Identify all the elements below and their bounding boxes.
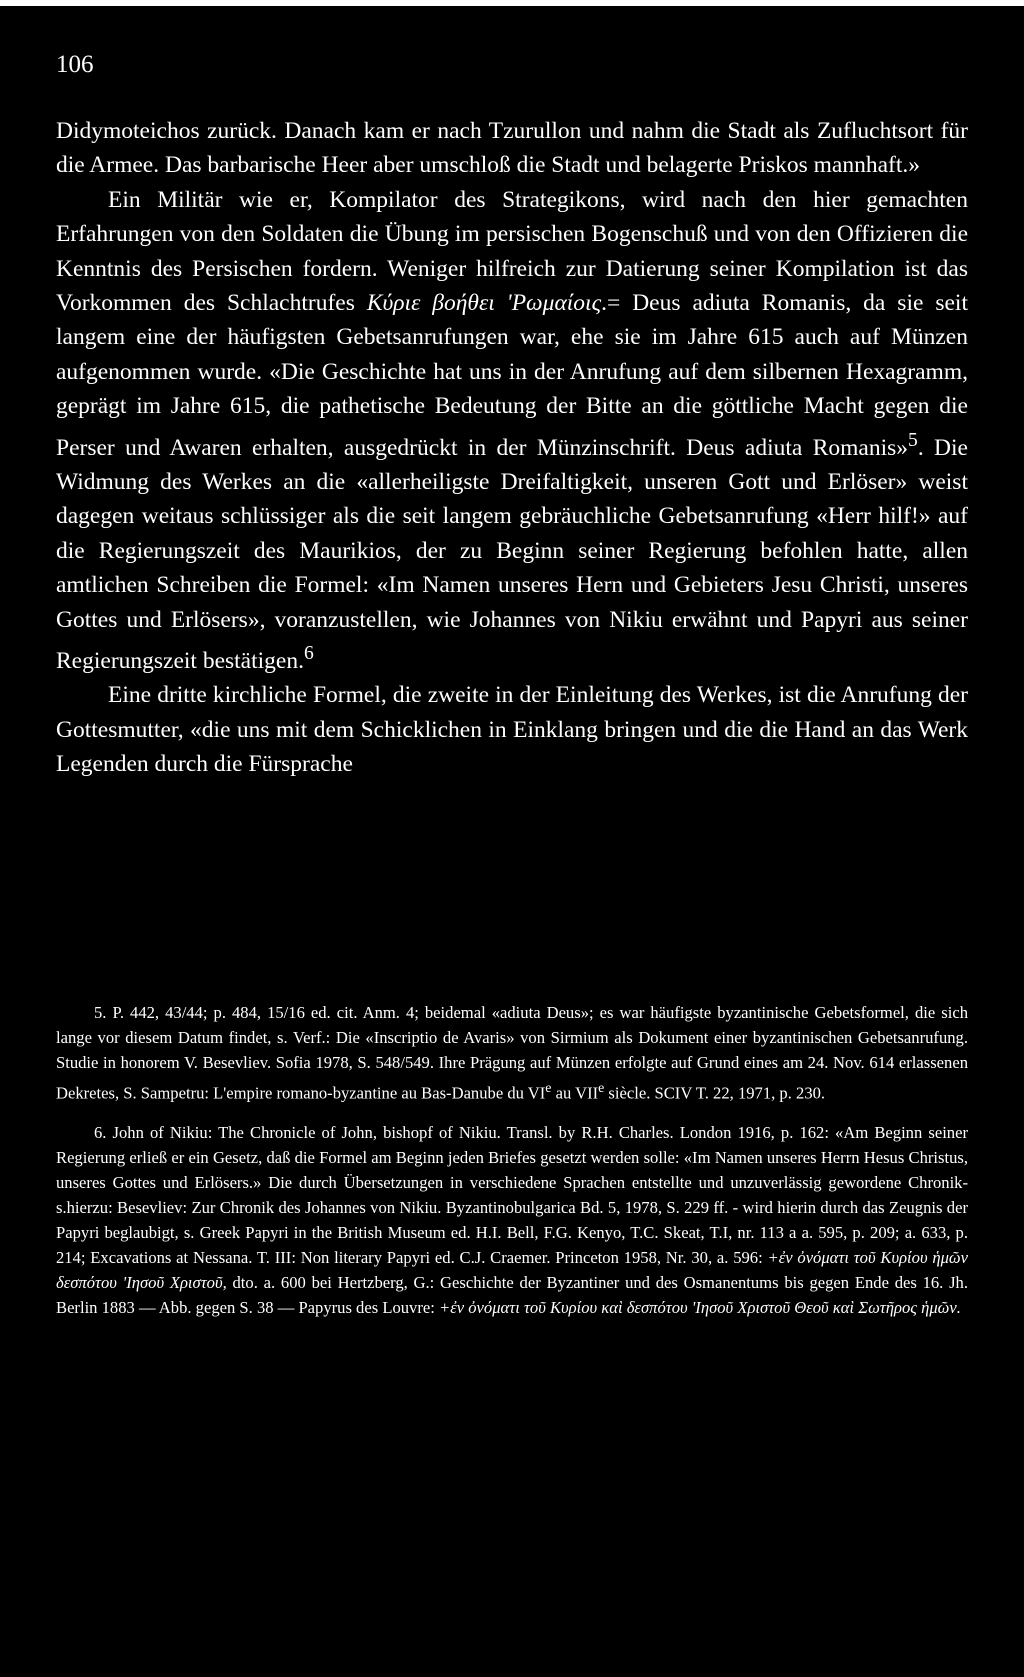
footnote-5-mid: au VII — [551, 1083, 599, 1103]
paragraph-1: Didymoteichos zurück. Danach kam er nach Tzurullon und nahm die Stadt als Zufluchtsort für die Armee. Das barbarische Heer aber umschloß die Stadt und belagerte Priskos mannhaft.» — [56, 118, 968, 179]
top-rule — [0, 0, 1024, 6]
footnote-ref-6: 6 — [303, 642, 314, 664]
paragraph-2 — [56, 183, 968, 678]
page-number: 106 — [56, 51, 94, 78]
footnote-5-end: siècle. SCIV T. 22, 1971, p. 230. — [604, 1083, 826, 1103]
footnote-5-text: 5. P. 442, 43/44; p. 484, 15/16 ed. cit. Anm. 4; beidemal «adiuta Deus»; es war häufigste byzantinische Gebetsformel, die sich lange vor diesem Datum findet, s. Verf.: Die «Inscriptio de Avaris» von Sirmium als Dokument einer byzantinischen Gebetsanrufung. Studie in honorem V. Besevliev. Sofia 1978, S. 548/549. Ihre Prägung auf Münzen erfolgte auf Grund eines am 24. Nov. 614 erlassenen Dekretes, S. Sampetru: L'empire romano-byzantine au Bas-Danube du VI — [56, 1003, 968, 1103]
footnote-6-greek-2: +ἐν ὀνόματι τοῦ Κυρίου καὶ δεσπότου 'Ιησοῦ Χριστοῦ Θεοῦ καὶ Σωτῆρος ἡμῶν. — [439, 1297, 961, 1317]
footnote-6 — [56, 1120, 968, 1320]
main-text — [56, 114, 968, 781]
footnote-5-sup-a: e — [545, 1080, 552, 1095]
footnote-6-part-b: , dto. a. 600 bei Hertzberg, G.: Geschichte der Byzantiner und des Osmanentums bis gegen Ende des 16. Jh. Berlin 1883 — Abb. gegen S. 38 — Papyrus des Louvre: — [56, 1272, 968, 1317]
paragraph-2-part-b: .= Deus adiuta Romanis, da sie seit langem eine der häufigsten Gebetsanrufungen war, ehe sie im Jahre 615 auch auf Münzen aufgenommen wurde. «Die Geschichte hat uns in der Anrufung auf dem silbernen Hexagramm, geprägt im Jahre 615, die pathetische Bedeutung der Bitte an die göttliche Macht gegen die Perser und Awaren erhalten, ausgedrückt in der Münzinschrift. Deus adiuta Romanis» — [56, 290, 968, 461]
paragraph-2-part-a: Ein Militär wie er, Kompilator des Strategikons, wird nach den hier gemachten Erfahrungen von den Soldaten die Übung im persischen Bogenschuß und von den Offizieren die Kenntnis des Persischen fordern. Weniger hilfreich zur Datierung seiner Kompilation ist das Vorkommen des Schlachtrufes — [56, 186, 968, 317]
footnote-6-greek-1: +ἐν ὀνόματι τοῦ Κυρίου ἡμῶν δεσπότου 'Ιησοῦ Χριστοῦ — [56, 1247, 968, 1292]
footnote-6-part-a: 6. John of Nikiu: The Chronicle of John, bishopf of Nikiu. Transl. by R.H. Charles. London 1916, p. 162: «Am Beginn seiner Regierung erließ er ein Gesetz, daß die Formel am Beginn jeden Briefes gesetzt werden solle: «Im Namen unseres Herrn Hesus Christus, unseres Gottes und Erlösers.» Die durch Übersetzungen in verschiedene Sprachen entstellte und unzuverlässig gewordene Chronik-s.hierzu: Besevliev: Zur Chronik des Johannes von Nikiu. Byzantinobulgarica Bd. 5, 1978, S. 229 ff. - wird hierin durch das Zeugnis der Papyri beglaubigt, s. Greek Papyri in the British Museum ed. H.I. Bell, F.G. Kenyo, T.C. Skeat, T.I, nr. 113 a a. 595, p. 209; a. 633, p. 214; Excavations at Nessana. T. III: Non literary Papyri ed. C.J. Craemer. Princeton 1958, Nr. 30, a. 596: — [56, 1122, 968, 1267]
paragraph-3: Eine dritte kirchliche Formel, die zweite in der Einleitung des Werkes, ist die Anrufung der Gottesmutter, «die uns mit dem Schicklichen in Einklang bringen und die die Hand an das Werk Legenden durch die Fürsprache — [56, 682, 968, 777]
greek-battle-cry: Κύριε βοήθει 'Ρωμαίοις — [366, 290, 602, 317]
footnote-5 — [56, 1000, 968, 1106]
footnote-ref-5: 5 — [908, 429, 918, 451]
paragraph-2-part-c: . Die Widmung des Werkes an die «allerheiligste Dreifaltigkeit, unseren Gott und Erlöser» weist dagegen weitaus schlüssiger als die seit langem gebräuchliche Gebetsanrufung «Herr hilf!» auf die Regierungszeit des Maurikios, der zu Beginn seiner Regierung befohlen hatte, allen amtlichen Schreiben die Formel: «Im Namen unseres Hern und Gebieters Jesu Christi, unseres Gottes und Erlösers», voranzustellen, wie Johannes von Nikiu erwähnt und Papyri aus seiner Regierungszeit bestätigen. — [56, 434, 968, 674]
footnote-5-sup-b: e — [598, 1080, 605, 1095]
footnotes — [56, 1000, 968, 1320]
